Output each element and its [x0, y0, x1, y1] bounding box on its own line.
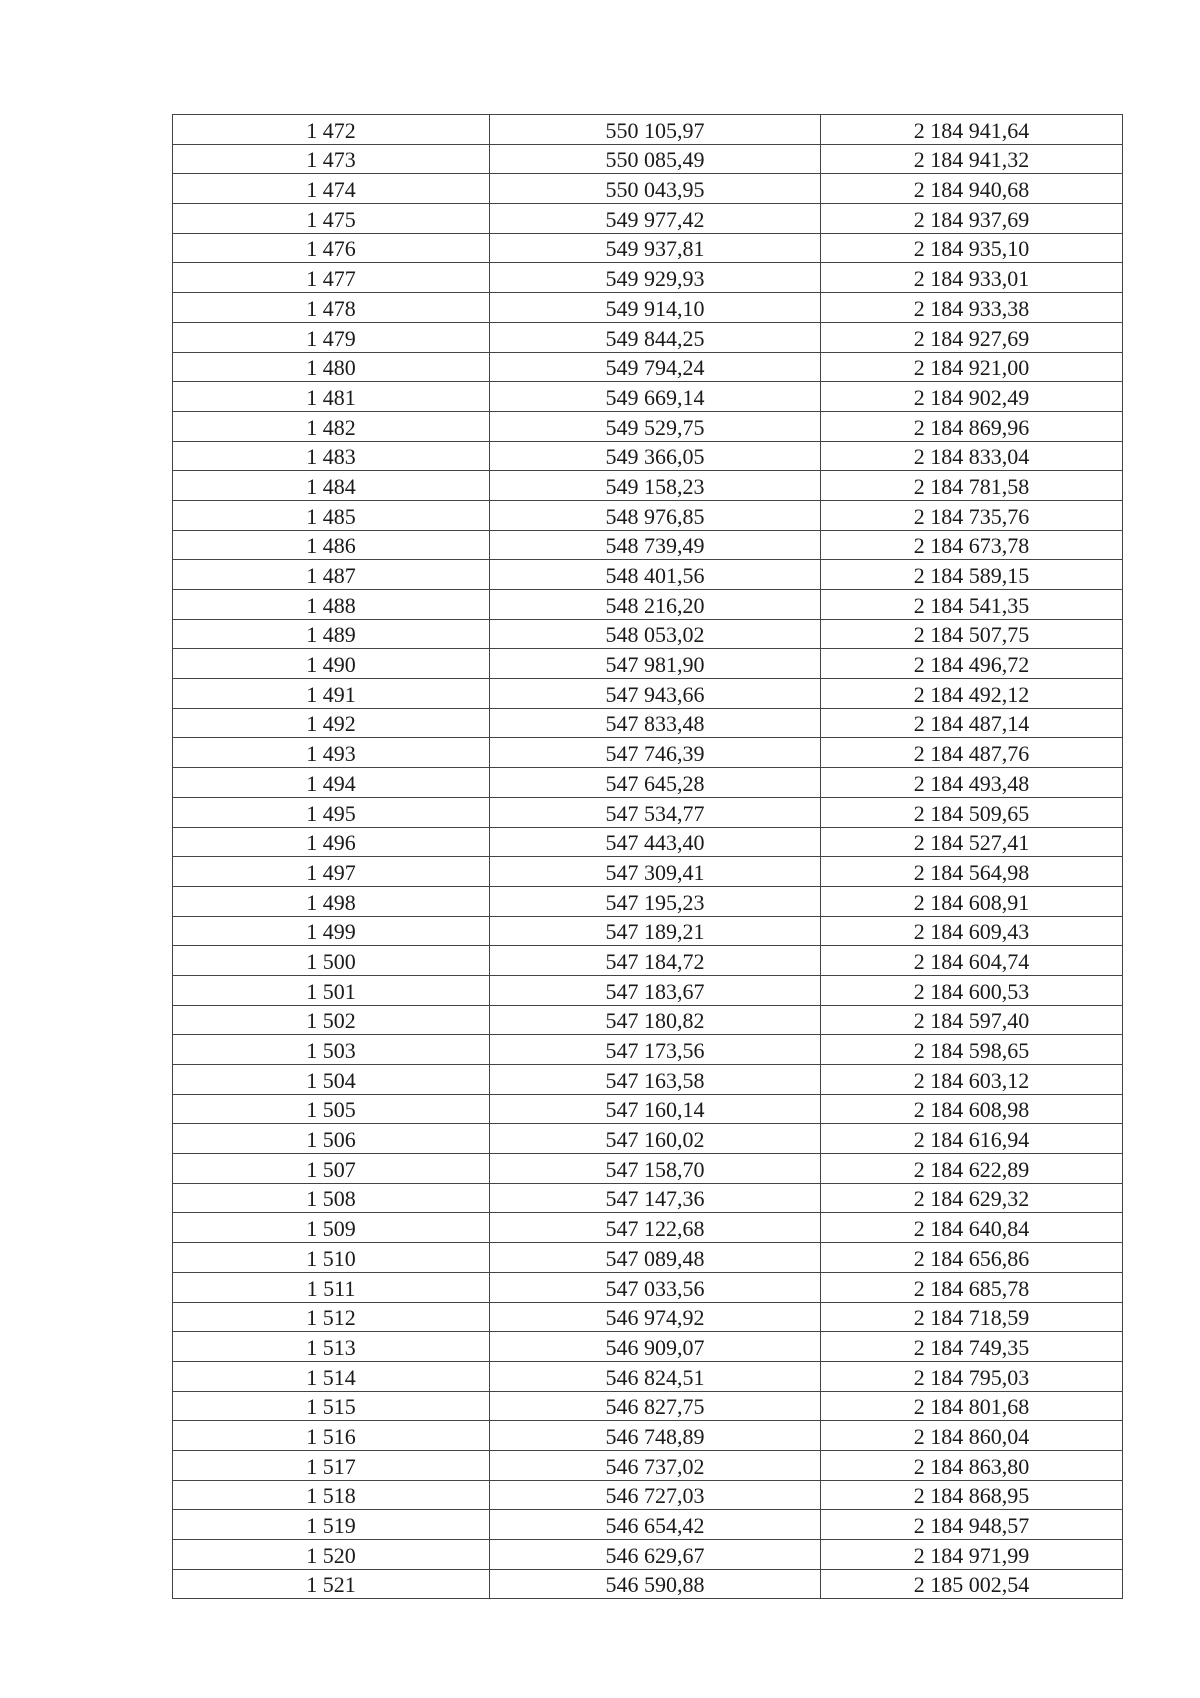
point-number-cell: 1 480 — [173, 352, 490, 382]
x-coordinate-cell: 546 974,92 — [490, 1302, 821, 1332]
x-coordinate-cell: 548 401,56 — [490, 560, 821, 590]
table-row — [173, 322, 1123, 352]
y-coordinate-cell: 2 184 541,35 — [821, 590, 1123, 620]
y-coordinate-cell: 2 184 860,04 — [821, 1421, 1123, 1451]
x-coordinate-cell: 546 827,75 — [490, 1391, 821, 1421]
x-coordinate-cell: 547 173,56 — [490, 1035, 821, 1065]
point-number-cell: 1 489 — [173, 619, 490, 649]
point-number-cell: 1 517 — [173, 1450, 490, 1480]
point-number-cell: 1 488 — [173, 590, 490, 620]
x-coordinate-cell: 549 669,14 — [490, 382, 821, 412]
point-number-cell: 1 516 — [173, 1421, 490, 1451]
table-row — [173, 1094, 1123, 1124]
y-coordinate-cell: 2 184 902,49 — [821, 382, 1123, 412]
x-coordinate-cell: 547 180,82 — [490, 1005, 821, 1035]
point-number-cell: 1 504 — [173, 1065, 490, 1095]
y-coordinate-cell: 2 184 487,76 — [821, 738, 1123, 768]
y-coordinate-cell: 2 184 868,95 — [821, 1480, 1123, 1510]
table-row — [173, 1035, 1123, 1065]
y-coordinate-cell: 2 184 935,10 — [821, 233, 1123, 263]
table-row — [173, 1272, 1123, 1302]
x-coordinate-cell: 547 189,21 — [490, 916, 821, 946]
point-number-cell: 1 498 — [173, 886, 490, 916]
x-coordinate-cell: 549 844,25 — [490, 322, 821, 352]
y-coordinate-cell: 2 184 735,76 — [821, 500, 1123, 530]
x-coordinate-cell: 546 748,89 — [490, 1421, 821, 1451]
y-coordinate-cell: 2 184 933,38 — [821, 293, 1123, 323]
x-coordinate-cell: 549 937,81 — [490, 233, 821, 263]
point-number-cell: 1 496 — [173, 827, 490, 857]
y-coordinate-cell: 2 184 509,65 — [821, 797, 1123, 827]
table-row — [173, 590, 1123, 620]
table-row — [173, 1243, 1123, 1273]
y-coordinate-cell: 2 184 937,69 — [821, 204, 1123, 234]
point-number-cell: 1 493 — [173, 738, 490, 768]
point-number-cell: 1 474 — [173, 174, 490, 204]
point-number-cell: 1 508 — [173, 1183, 490, 1213]
x-coordinate-cell: 546 737,02 — [490, 1450, 821, 1480]
point-number-cell: 1 500 — [173, 946, 490, 976]
y-coordinate-cell: 2 185 002,54 — [821, 1569, 1123, 1599]
y-coordinate-cell: 2 184 685,78 — [821, 1272, 1123, 1302]
x-coordinate-cell: 547 645,28 — [490, 768, 821, 798]
table-row — [173, 1391, 1123, 1421]
x-coordinate-cell: 547 309,41 — [490, 857, 821, 887]
point-number-cell: 1 499 — [173, 916, 490, 946]
x-coordinate-cell: 548 976,85 — [490, 500, 821, 530]
table-row — [173, 946, 1123, 976]
x-coordinate-cell: 547 833,48 — [490, 708, 821, 738]
y-coordinate-cell: 2 184 869,96 — [821, 411, 1123, 441]
table-row — [173, 708, 1123, 738]
point-number-cell: 1 510 — [173, 1243, 490, 1273]
point-number-cell: 1 487 — [173, 560, 490, 590]
y-coordinate-cell: 2 184 941,32 — [821, 144, 1123, 174]
x-coordinate-cell: 549 914,10 — [490, 293, 821, 323]
x-coordinate-cell: 548 739,49 — [490, 530, 821, 560]
coordinates-table — [172, 114, 1123, 1599]
y-coordinate-cell: 2 184 863,80 — [821, 1450, 1123, 1480]
y-coordinate-cell: 2 184 781,58 — [821, 471, 1123, 501]
table-row — [173, 352, 1123, 382]
table-row — [173, 293, 1123, 323]
y-coordinate-cell: 2 184 487,14 — [821, 708, 1123, 738]
y-coordinate-cell: 2 184 749,35 — [821, 1332, 1123, 1362]
x-coordinate-cell: 547 160,02 — [490, 1124, 821, 1154]
point-number-cell: 1 495 — [173, 797, 490, 827]
x-coordinate-cell: 547 746,39 — [490, 738, 821, 768]
x-coordinate-cell: 549 929,93 — [490, 263, 821, 293]
y-coordinate-cell: 2 184 948,57 — [821, 1510, 1123, 1540]
point-number-cell: 1 503 — [173, 1035, 490, 1065]
x-coordinate-cell: 548 216,20 — [490, 590, 821, 620]
table-row — [173, 1569, 1123, 1599]
table-row — [173, 263, 1123, 293]
x-coordinate-cell: 547 195,23 — [490, 886, 821, 916]
x-coordinate-cell: 549 794,24 — [490, 352, 821, 382]
table-row — [173, 916, 1123, 946]
y-coordinate-cell: 2 184 616,94 — [821, 1124, 1123, 1154]
table-row — [173, 1302, 1123, 1332]
y-coordinate-cell: 2 184 598,65 — [821, 1035, 1123, 1065]
y-coordinate-cell: 2 184 600,53 — [821, 975, 1123, 1005]
x-coordinate-cell: 546 909,07 — [490, 1332, 821, 1362]
table-row — [173, 768, 1123, 798]
table-row — [173, 1332, 1123, 1362]
y-coordinate-cell: 2 184 589,15 — [821, 560, 1123, 590]
table-row — [173, 1065, 1123, 1095]
point-number-cell: 1 475 — [173, 204, 490, 234]
x-coordinate-cell: 546 590,88 — [490, 1569, 821, 1599]
table-row — [173, 679, 1123, 709]
table-row — [173, 382, 1123, 412]
x-coordinate-cell: 547 184,72 — [490, 946, 821, 976]
x-coordinate-cell: 546 824,51 — [490, 1361, 821, 1391]
point-number-cell: 1 511 — [173, 1272, 490, 1302]
point-number-cell: 1 501 — [173, 975, 490, 1005]
table-row — [173, 1450, 1123, 1480]
table-row — [173, 886, 1123, 916]
table-row — [173, 471, 1123, 501]
x-coordinate-cell: 550 105,97 — [490, 115, 821, 145]
point-number-cell: 1 491 — [173, 679, 490, 709]
y-coordinate-cell: 2 184 718,59 — [821, 1302, 1123, 1332]
point-number-cell: 1 490 — [173, 649, 490, 679]
point-number-cell: 1 472 — [173, 115, 490, 145]
table-row — [173, 1213, 1123, 1243]
y-coordinate-cell: 2 184 493,48 — [821, 768, 1123, 798]
x-coordinate-cell: 547 943,66 — [490, 679, 821, 709]
x-coordinate-cell: 550 043,95 — [490, 174, 821, 204]
x-coordinate-cell: 547 443,40 — [490, 827, 821, 857]
x-coordinate-cell: 547 534,77 — [490, 797, 821, 827]
point-number-cell: 1 492 — [173, 708, 490, 738]
point-number-cell: 1 515 — [173, 1391, 490, 1421]
y-coordinate-cell: 2 184 608,91 — [821, 886, 1123, 916]
table-row — [173, 1510, 1123, 1540]
x-coordinate-cell: 547 981,90 — [490, 649, 821, 679]
y-coordinate-cell: 2 184 629,32 — [821, 1183, 1123, 1213]
table-row — [173, 857, 1123, 887]
table-row — [173, 738, 1123, 768]
point-number-cell: 1 494 — [173, 768, 490, 798]
point-number-cell: 1 519 — [173, 1510, 490, 1540]
y-coordinate-cell: 2 184 941,64 — [821, 115, 1123, 145]
y-coordinate-cell: 2 184 507,75 — [821, 619, 1123, 649]
table-row — [173, 144, 1123, 174]
point-number-cell: 1 509 — [173, 1213, 490, 1243]
point-number-cell: 1 479 — [173, 322, 490, 352]
point-number-cell: 1 514 — [173, 1361, 490, 1391]
y-coordinate-cell: 2 184 921,00 — [821, 352, 1123, 382]
point-number-cell: 1 520 — [173, 1540, 490, 1570]
x-coordinate-cell: 547 147,36 — [490, 1183, 821, 1213]
x-coordinate-cell: 549 529,75 — [490, 411, 821, 441]
table-row — [173, 204, 1123, 234]
table-row — [173, 1154, 1123, 1184]
table-row — [173, 1005, 1123, 1035]
x-coordinate-cell: 548 053,02 — [490, 619, 821, 649]
table-row — [173, 1183, 1123, 1213]
x-coordinate-cell: 550 085,49 — [490, 144, 821, 174]
point-number-cell: 1 486 — [173, 530, 490, 560]
y-coordinate-cell: 2 184 597,40 — [821, 1005, 1123, 1035]
point-number-cell: 1 507 — [173, 1154, 490, 1184]
x-coordinate-cell: 547 122,68 — [490, 1213, 821, 1243]
point-number-cell: 1 506 — [173, 1124, 490, 1154]
y-coordinate-cell: 2 184 527,41 — [821, 827, 1123, 857]
point-number-cell: 1 521 — [173, 1569, 490, 1599]
x-coordinate-cell: 547 158,70 — [490, 1154, 821, 1184]
y-coordinate-cell: 2 184 971,99 — [821, 1540, 1123, 1570]
point-number-cell: 1 512 — [173, 1302, 490, 1332]
point-number-cell: 1 477 — [173, 263, 490, 293]
y-coordinate-cell: 2 184 801,68 — [821, 1391, 1123, 1421]
table-row — [173, 1124, 1123, 1154]
point-number-cell: 1 497 — [173, 857, 490, 887]
point-number-cell: 1 502 — [173, 1005, 490, 1035]
x-coordinate-cell: 549 366,05 — [490, 441, 821, 471]
point-number-cell: 1 476 — [173, 233, 490, 263]
y-coordinate-cell: 2 184 656,86 — [821, 1243, 1123, 1273]
table-row — [173, 1421, 1123, 1451]
coordinates-table-body — [173, 115, 1123, 1599]
y-coordinate-cell: 2 184 833,04 — [821, 441, 1123, 471]
point-number-cell: 1 478 — [173, 293, 490, 323]
table-row — [173, 797, 1123, 827]
table-row — [173, 115, 1123, 145]
y-coordinate-cell: 2 184 564,98 — [821, 857, 1123, 887]
x-coordinate-cell: 547 089,48 — [490, 1243, 821, 1273]
x-coordinate-cell: 547 183,67 — [490, 975, 821, 1005]
y-coordinate-cell: 2 184 603,12 — [821, 1065, 1123, 1095]
point-number-cell: 1 505 — [173, 1094, 490, 1124]
table-row — [173, 649, 1123, 679]
point-number-cell: 1 483 — [173, 441, 490, 471]
y-coordinate-cell: 2 184 604,74 — [821, 946, 1123, 976]
x-coordinate-cell: 549 977,42 — [490, 204, 821, 234]
x-coordinate-cell: 547 163,58 — [490, 1065, 821, 1095]
table-row — [173, 500, 1123, 530]
table-row — [173, 1480, 1123, 1510]
y-coordinate-cell: 2 184 933,01 — [821, 263, 1123, 293]
y-coordinate-cell: 2 184 608,98 — [821, 1094, 1123, 1124]
y-coordinate-cell: 2 184 927,69 — [821, 322, 1123, 352]
y-coordinate-cell: 2 184 496,72 — [821, 649, 1123, 679]
table-row — [173, 530, 1123, 560]
table-row — [173, 1361, 1123, 1391]
table-row — [173, 975, 1123, 1005]
point-number-cell: 1 513 — [173, 1332, 490, 1362]
point-number-cell: 1 482 — [173, 411, 490, 441]
y-coordinate-cell: 2 184 673,78 — [821, 530, 1123, 560]
y-coordinate-cell: 2 184 795,03 — [821, 1361, 1123, 1391]
table-row — [173, 233, 1123, 263]
x-coordinate-cell: 547 160,14 — [490, 1094, 821, 1124]
y-coordinate-cell: 2 184 492,12 — [821, 679, 1123, 709]
y-coordinate-cell: 2 184 609,43 — [821, 916, 1123, 946]
point-number-cell: 1 485 — [173, 500, 490, 530]
table-row — [173, 560, 1123, 590]
table-row — [173, 1540, 1123, 1570]
table-row — [173, 619, 1123, 649]
table-row — [173, 174, 1123, 204]
x-coordinate-cell: 546 727,03 — [490, 1480, 821, 1510]
point-number-cell: 1 481 — [173, 382, 490, 412]
x-coordinate-cell: 546 629,67 — [490, 1540, 821, 1570]
point-number-cell: 1 518 — [173, 1480, 490, 1510]
x-coordinate-cell: 549 158,23 — [490, 471, 821, 501]
table-row — [173, 827, 1123, 857]
y-coordinate-cell: 2 184 940,68 — [821, 174, 1123, 204]
table-row — [173, 441, 1123, 471]
table-row — [173, 411, 1123, 441]
x-coordinate-cell: 546 654,42 — [490, 1510, 821, 1540]
x-coordinate-cell: 547 033,56 — [490, 1272, 821, 1302]
y-coordinate-cell: 2 184 640,84 — [821, 1213, 1123, 1243]
y-coordinate-cell: 2 184 622,89 — [821, 1154, 1123, 1184]
point-number-cell: 1 484 — [173, 471, 490, 501]
point-number-cell: 1 473 — [173, 144, 490, 174]
